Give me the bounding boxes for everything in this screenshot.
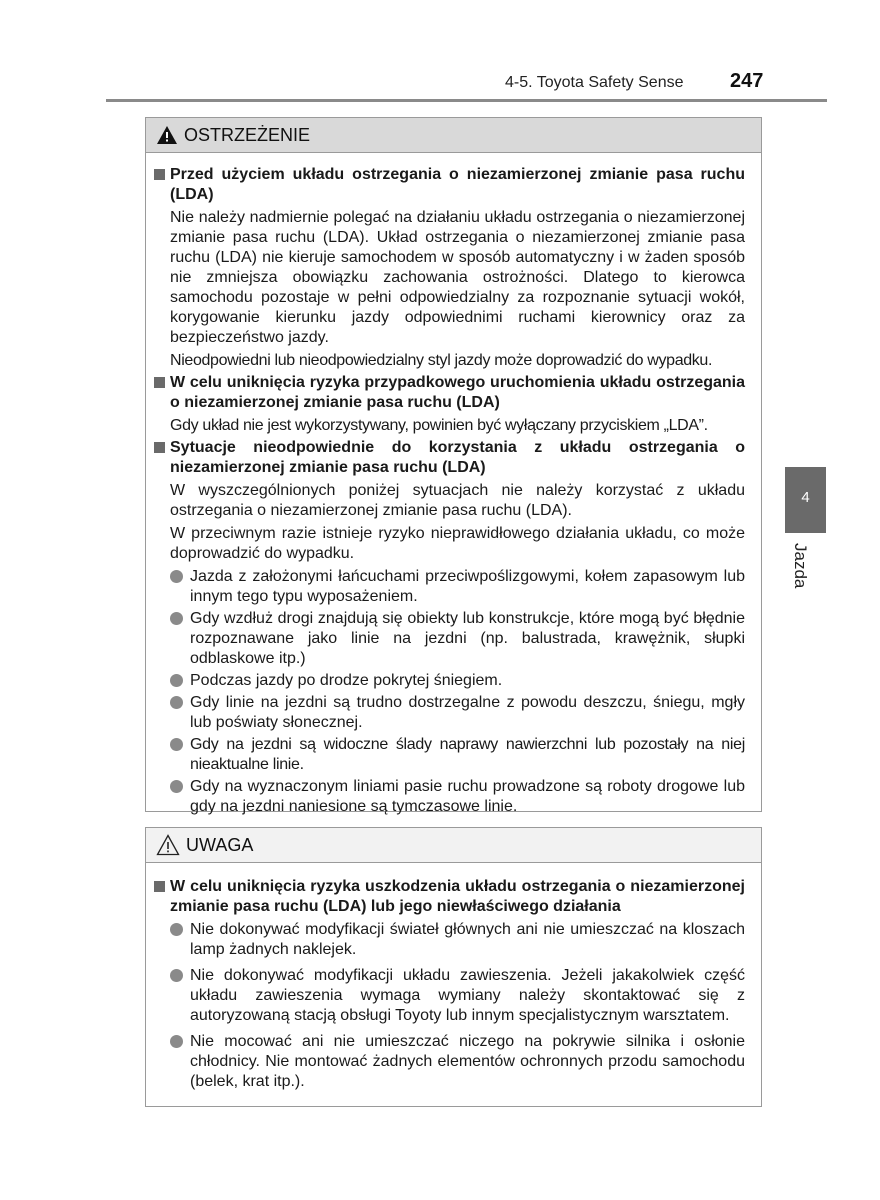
list-item: Gdy wzdłuż drogi znajdują się obiekty lub konstrukcje, które mogą być błędnie rozpoznawane jako linie na jezdni (np. balustrada, krawężnik, słupki odblaskowe itp.) [170, 609, 745, 669]
circle-bullet-icon [170, 923, 183, 936]
list-item: Nie dokonywać modyfikacji świateł głównych ani nie umieszczać na kloszach lamp żadnych naklejek. [170, 920, 745, 960]
circle-bullet-icon [170, 674, 183, 687]
list-item: Nie mocować ani nie umieszczać niczego na pokrywie silnika i osłonie chłodnicy. Nie montować żadnych elementów ochronnych przodu samochodu (belek, krat itp.). [170, 1032, 745, 1092]
circle-bullet-icon [170, 696, 183, 709]
caution-box [145, 827, 762, 1107]
warning-box [145, 117, 762, 815]
section-heading: W celu uniknięcia ryzyka uszkodzenia układu ostrzegania o niezamierzonej zmianie pasa ruchu (LDA) lub jego niewłaściwego działania [154, 877, 745, 917]
list-item: Gdy na wyznaczonym liniami pasie ruchu prowadzone są roboty drogowe lub gdy na jezdni naniesione są tymczasowe linie. [170, 777, 745, 817]
section-heading: W celu uniknięcia ryzyka przypadkowego uruchomienia układu ostrzegania o niezamierzonej zmianie pasa ruchu (LDA) [154, 373, 745, 413]
caution-box-header [146, 828, 761, 863]
warning-triangle-icon [156, 125, 178, 145]
bullet-list [154, 920, 745, 1092]
paragraph: W wyszczególnionych poniżej sytuacjach nie należy korzystać z układu ostrzegania o niezamierzonej zmianie pasa ruchu (LDA). [170, 482, 745, 519]
circle-bullet-icon [170, 780, 183, 793]
paragraph: W przeciwnym razie istnieje ryzyko nieprawidłowego działania układu, co może doprowadzić do wypadku. [170, 525, 745, 562]
warning-box-header [146, 118, 761, 153]
square-bullet-icon [154, 442, 165, 453]
list-item: Nie dokonywać modyfikacji układu zawieszenia. Jeżeli jakakolwiek część układu zawieszenia wymaga wymiany należy skontaktować się z autoryzowaną stacją obsługi Toyoty lub innym specjalistycznym warsztatem. [170, 966, 745, 1026]
paragraph: Gdy układ nie jest wykorzystywany, powinien być wyłączany przyciskiem „LDA”. [170, 417, 708, 434]
list-item: Gdy linie na jezdni są trudno dostrzegalne z powodu deszczu, śniegu, mgły lub poświaty słonecznej. [170, 693, 745, 733]
chapter-tab-number: 4 [801, 489, 810, 506]
square-bullet-icon [154, 881, 165, 892]
caution-triangle-icon [156, 834, 180, 856]
circle-bullet-icon [170, 1035, 183, 1048]
list-item: Podczas jazdy po drodze pokrytej śniegiem. [170, 671, 745, 691]
caution-box-title: UWAGA [186, 834, 254, 855]
warning-box-title: OSTRZEŻENIE [184, 124, 311, 145]
list-item: Jazda z założonymi łańcuchami przeciwpoślizgowymi, kołem zapasowym lub innym tego typu wyposażeniem. [170, 567, 745, 607]
paragraph: Nieodpowiedni lub nieodpowiedzialny styl jazdy może doprowadzić do wypadku. [170, 352, 713, 369]
section-heading: Przed użyciem układu ostrzegania o niezamierzonej zmianie pasa ruchu (LDA) [154, 165, 745, 205]
circle-bullet-icon [170, 570, 183, 583]
paragraph: Nie należy nadmiernie polegać na działaniu układu ostrzegania o niezamierzonej zmianie pasa ruchu (LDA). Układ ostrzegania o niezamierzonej zmianie pasa ruchu (LDA) nie kieruje samochodem w sposób automatyczny i w żaden sposób nie zmniejsza obowiązku zachowania ostrożności. Dlatego to kierowca samochodu pozostaje w pełni odpowiedzialny za rozpoznanie sytuacji wokół, korygowanie kierunku jazdy odpowiednimi ruchami kierownicy oraz za bezpieczeństwo jazdy. [170, 209, 745, 346]
square-bullet-icon [154, 169, 165, 180]
list-item: Gdy na jezdni są widoczne ślady naprawy nawierzchni lub pozostały na niej nieaktualne linie. [170, 735, 745, 775]
header-section-title: 4-5. Toyota Safety Sense [505, 74, 684, 91]
circle-bullet-icon [170, 738, 183, 751]
circle-bullet-icon [170, 969, 183, 982]
circle-bullet-icon [170, 612, 183, 625]
bullet-list [154, 567, 745, 817]
header-divider [106, 99, 827, 102]
page-number: 247 [730, 70, 764, 92]
section-heading: Sytuacje nieodpowiednie do korzystania z układu ostrzegania o niezamierzonej zmianie pasa ruchu (LDA) [154, 438, 745, 478]
chapter-tab-label: Jazda [791, 543, 810, 589]
square-bullet-icon [154, 377, 165, 388]
caution-box-body [146, 863, 761, 1092]
warning-box-body [146, 153, 761, 817]
chapter-tab [785, 467, 826, 533]
